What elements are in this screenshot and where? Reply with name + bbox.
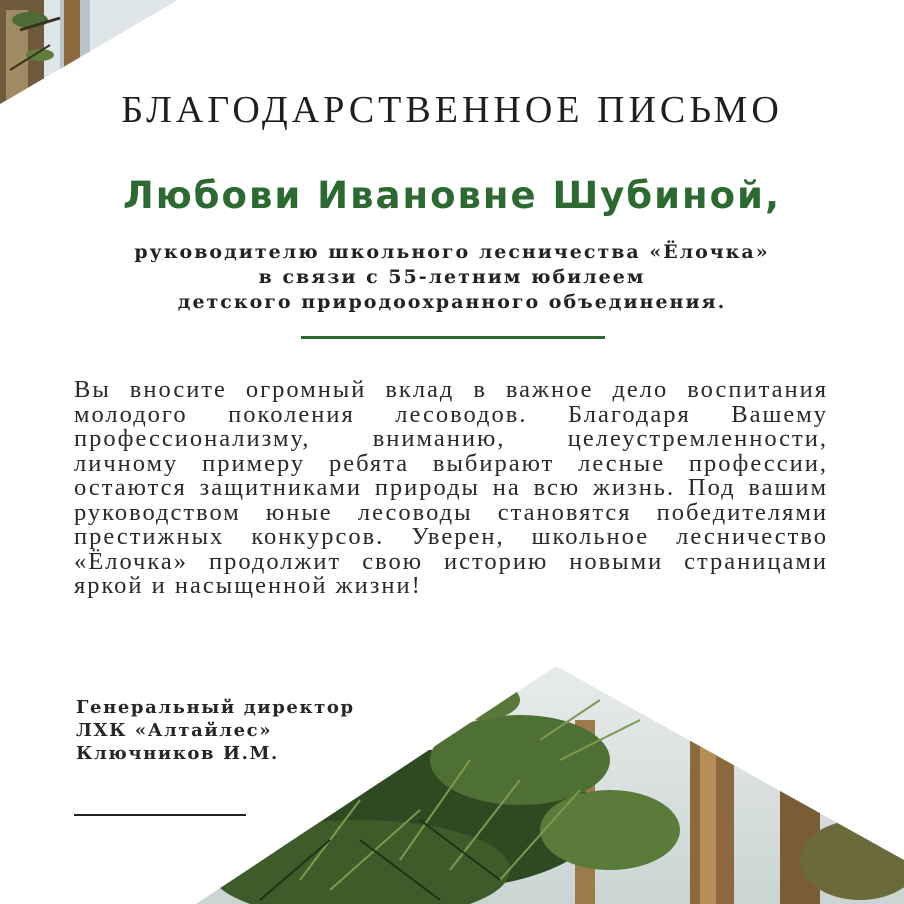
subtitle-line: детского природоохранного объединения. [177, 291, 727, 313]
signature-line [74, 814, 246, 816]
signer-company: ЛХК «Алтайлес» [76, 720, 273, 741]
recipient-name: Любови Ивановне Шубиной, [122, 174, 781, 217]
subtitle-line: руководителю школьного лесничества «Ёлочка» [134, 241, 770, 263]
letter-body: Вы вносите огромный вклад в важное дело воспитания молодого поколения лесоводов. Благодаря Вашему профессионализму, вниманию, целеустремленности, личному примеру ребята выбирают лесные профессии, остаются защитниками природы на всю жизнь. Под вашим руководством юные лесоводы становятся победителями престижных конкурсов. Уверен, школьное лесничество «Ёлочка» продолжит свою историю новыми страницами яркой и насыщенной жизни! [74, 376, 828, 599]
signer-position: Генеральный директор [76, 697, 355, 718]
recipient-position [0, 240, 904, 315]
signature-block [76, 696, 355, 765]
subtitle-line: в связи с 55-летним юбилеем [258, 266, 646, 288]
signer-name: Ключников И.М. [76, 743, 279, 764]
letter-title: БЛАГОДАРСТВЕННОЕ ПИСЬМО [121, 89, 783, 131]
green-divider [301, 336, 605, 339]
